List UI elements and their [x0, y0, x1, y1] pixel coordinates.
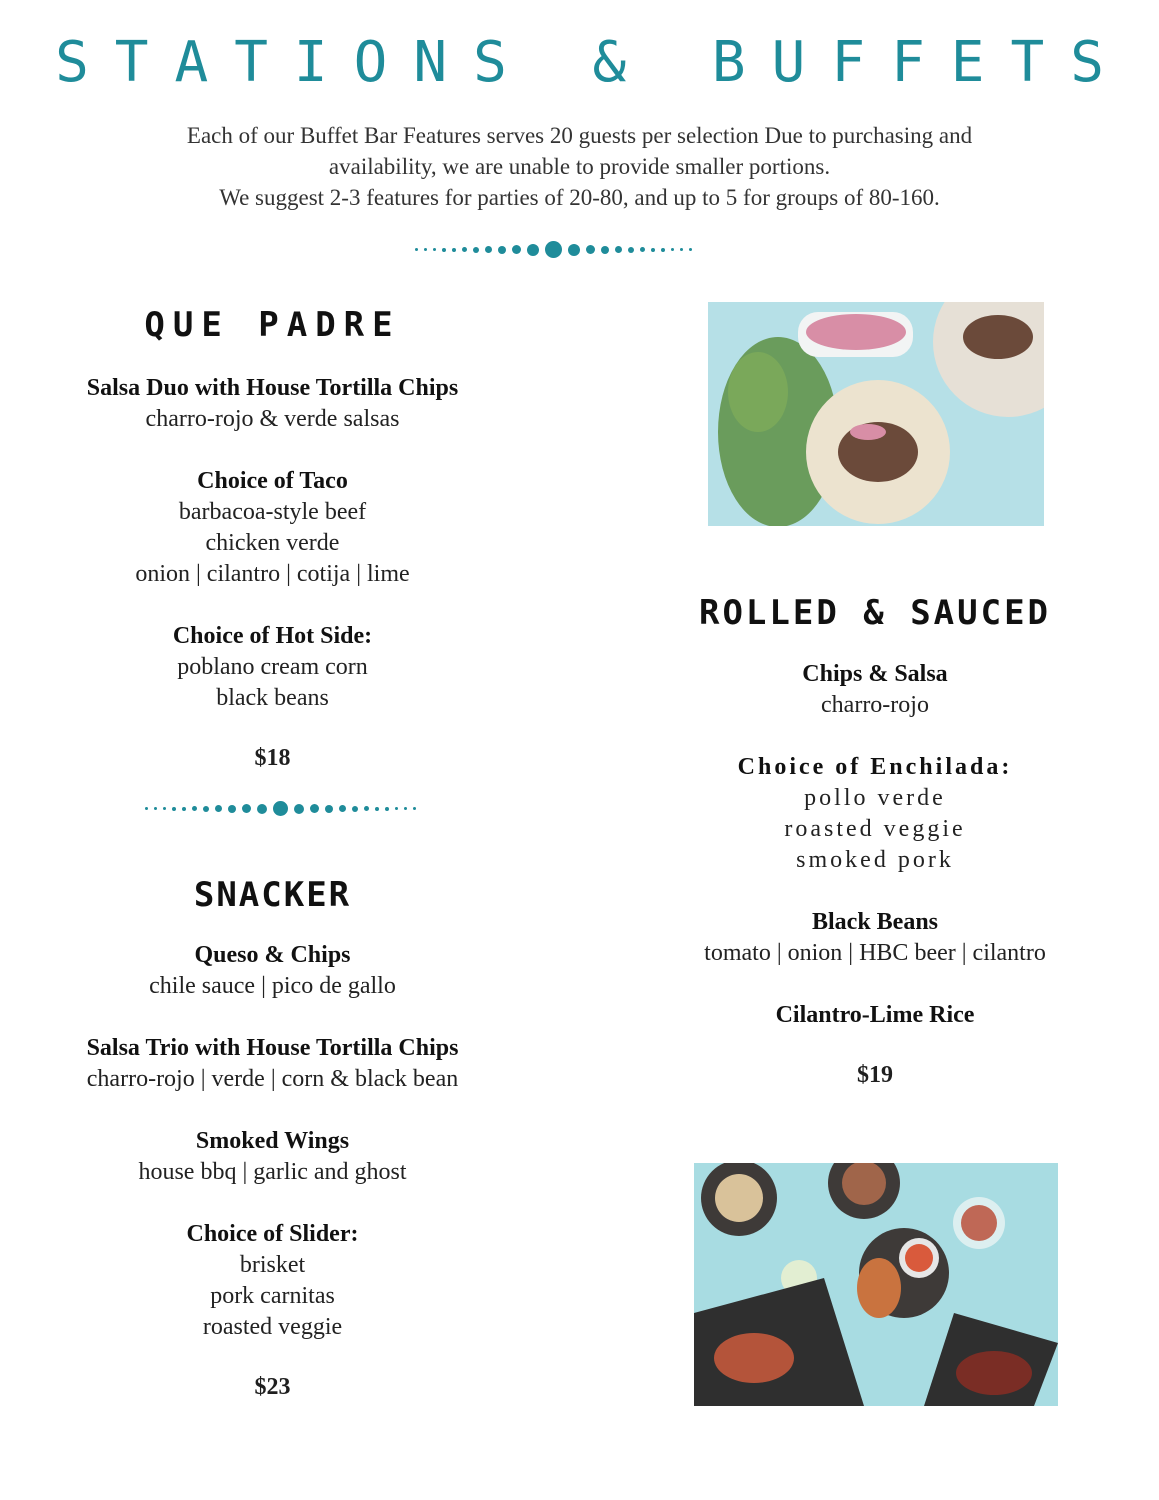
- item-desc: pork carnitas: [210, 1283, 335, 1309]
- divider-dot: [228, 805, 236, 813]
- item-desc: tomato | onion | HBC beer | cilantro: [704, 940, 1046, 966]
- item-name: Salsa Duo with House Tortilla Chips: [86, 375, 459, 401]
- divider-dot: [154, 807, 157, 810]
- item-desc: barbacoa-style beef: [178, 499, 367, 525]
- divider-dot: [404, 807, 407, 810]
- section-que-padre: [40, 305, 505, 772]
- divider-dot: [339, 805, 346, 812]
- page-title: STATIONS & BUFFETS: [55, 30, 1130, 95]
- item-name: Choice of Hot Side:: [172, 623, 373, 649]
- divider-dot: [325, 805, 333, 813]
- divider-dot: [442, 248, 446, 252]
- divider-dot: [310, 804, 319, 813]
- divider-dot: [498, 246, 506, 254]
- intro-line: availability, we are unable to provide smaller portions.: [328, 154, 831, 179]
- divider-dot: [651, 248, 655, 252]
- item-desc: charro-rojo: [821, 692, 929, 718]
- section-snacker: [40, 875, 505, 1401]
- divider-dot: [192, 806, 197, 811]
- divider-dot: [352, 806, 358, 812]
- dot-divider-left: [145, 801, 422, 816]
- section-title: ROLLED & SAUCED: [698, 593, 1052, 633]
- divider-dot: [527, 244, 539, 256]
- item-desc: chicken verde: [205, 530, 340, 556]
- intro-text: [60, 120, 1099, 213]
- item-name: Choice of Slider:: [186, 1221, 359, 1247]
- item-name: Black Beans: [811, 909, 939, 935]
- divider-dot: [415, 248, 418, 251]
- divider-dot: [680, 248, 683, 251]
- divider-dot: [545, 241, 562, 258]
- price: $23: [254, 1374, 291, 1400]
- dot-divider-top: [415, 241, 698, 258]
- item-desc: chile sauce | pico de gallo: [149, 973, 396, 999]
- divider-dot: [182, 807, 186, 811]
- divider-dot: [375, 807, 379, 811]
- divider-dot: [203, 806, 209, 812]
- divider-dot: [215, 805, 222, 812]
- item-desc: charro-rojo & verde salsas: [145, 406, 400, 432]
- item-desc: roasted veggie: [784, 816, 966, 842]
- divider-dot: [413, 807, 416, 810]
- section-rolled-sauced: [640, 593, 1110, 1089]
- divider-dot: [385, 807, 389, 811]
- divider-dot: [294, 804, 304, 814]
- divider-dot: [395, 807, 398, 810]
- divider-dot: [364, 806, 369, 811]
- divider-dot: [568, 244, 580, 256]
- item-desc: house bbq | garlic and ghost: [138, 1159, 407, 1185]
- item-desc: black beans: [216, 685, 329, 711]
- divider-dot: [172, 807, 176, 811]
- divider-dot: [163, 807, 166, 810]
- divider-dot: [640, 247, 645, 252]
- item-desc: poblano cream corn: [177, 654, 368, 680]
- item-desc: pollo verde: [804, 785, 946, 811]
- price: $18: [254, 745, 291, 771]
- item-desc: smoked pork: [796, 847, 954, 873]
- item-name: Choice of Taco: [197, 468, 348, 494]
- divider-dot: [628, 247, 634, 253]
- divider-dot: [424, 248, 427, 251]
- divider-dot: [257, 804, 267, 814]
- tacos-illustration: [708, 302, 1044, 526]
- divider-dot: [273, 801, 288, 816]
- divider-dot: [242, 804, 251, 813]
- item-name: Smoked Wings: [195, 1128, 350, 1154]
- divider-dot: [485, 246, 492, 253]
- divider-dot: [473, 247, 479, 253]
- item-name: Choice of Enchilada:: [737, 754, 1013, 780]
- item-desc: onion | cilantro | cotija | lime: [135, 561, 410, 587]
- divider-dot: [452, 248, 456, 252]
- section-title: SNACKER: [193, 875, 352, 915]
- food-spread-photo: [694, 1163, 1058, 1406]
- divider-dot: [433, 248, 436, 251]
- divider-dot: [661, 248, 665, 252]
- food-spread-illustration: [694, 1163, 1058, 1406]
- divider-dot: [512, 245, 521, 254]
- price: $19: [857, 1062, 893, 1088]
- section-title: QUE PADRE: [144, 305, 401, 345]
- item-desc: roasted veggie: [202, 1314, 343, 1340]
- divider-dot: [615, 246, 622, 253]
- item-name: Chips & Salsa: [802, 661, 948, 687]
- intro-line: Each of our Buffet Bar Features serves 20 guests per selection Due to purchasing and: [186, 123, 973, 148]
- intro-line: We suggest 2-3 features for parties of 20-80, and up to 5 for groups of 80-160.: [219, 185, 940, 210]
- item-name: Salsa Trio with House Tortilla Chips: [86, 1035, 459, 1061]
- divider-dot: [586, 245, 595, 254]
- divider-dot: [671, 248, 674, 251]
- divider-dot: [145, 807, 148, 810]
- item-name: Cilantro-Lime Rice: [775, 1002, 975, 1028]
- divider-dot: [689, 248, 692, 251]
- divider-dot: [601, 246, 609, 254]
- item-name: Queso & Chips: [194, 942, 351, 968]
- item-desc: brisket: [239, 1252, 306, 1278]
- item-desc: charro-rojo | verde | corn & black bean: [86, 1066, 459, 1092]
- tacos-photo: [708, 302, 1044, 526]
- divider-dot: [462, 247, 467, 252]
